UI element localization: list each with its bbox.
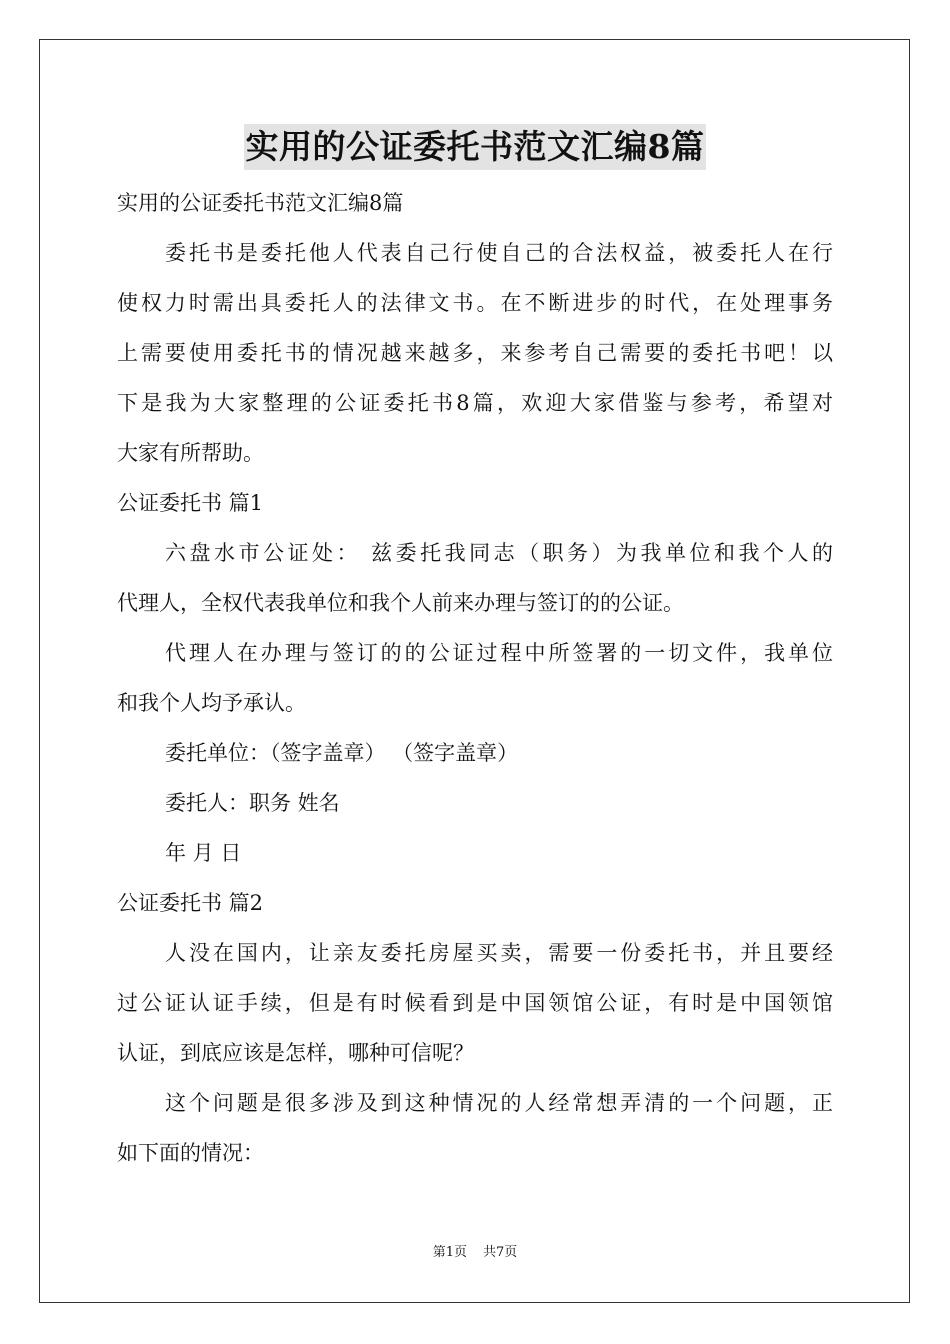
paragraph-line: 代理人，全权代表我单位和我个人前来办理与签订的的公证。: [117, 591, 684, 615]
document-body: [117, 178, 833, 1178]
paragraph-line: 代理人在办理与签订的的公证过程中所签署的一切文件，我单位: [165, 641, 833, 665]
document-title: 实用的公证委托书范文汇编8篇: [244, 124, 707, 170]
paragraph-line: 六盘水市公证处： 兹委托我同志（职务）为我单位和我个人的: [165, 541, 833, 565]
page-footer: [0, 1244, 950, 1262]
paragraph-line: 上需要使用委托书的情况越来越多，来参考自己需要的委托书吧！以: [117, 341, 833, 365]
paragraph-line: 下是我为大家整理的公证委托书8篇，欢迎大家借鉴与参考，希望对: [117, 391, 833, 415]
paragraph-line: 人没在国内，让亲友委托房屋买卖，需要一份委托书，并且要经: [165, 941, 833, 965]
paragraph-line: 委托人：职务 姓名: [165, 791, 340, 815]
paragraph-line: 这个问题是很多涉及到这种情况的人经常想弄清的一个问题，正: [165, 1091, 833, 1115]
paragraph-line: 委托书是委托他人代表自己行使自己的合法权益，被委托人在行: [165, 241, 833, 265]
paragraph-line: 使权力时需出具委托人的法律文书。在不断进步的时代，在处理事务: [117, 291, 833, 315]
paragraph-line: 委托单位：（签字盖章） （签字盖章）: [165, 741, 519, 765]
section-heading: 公证委托书 篇1: [117, 491, 264, 515]
paragraph-line: 年 月 日: [165, 841, 242, 865]
paragraph-line: 和我个人均予承认。: [117, 691, 306, 715]
paragraph-line: 过公证认证手续，但是有时候看到是中国领馆公证，有时是中国领馆: [117, 991, 833, 1015]
page-number-total: 共7页: [483, 1245, 518, 1260]
subtitle-line: 实用的公证委托书范文汇编8篇: [117, 191, 404, 215]
title-container: [0, 124, 950, 170]
paragraph-line: 认证，到底应该是怎样，哪种可信呢？: [117, 1041, 474, 1065]
paragraph-line: 大家有所帮助。: [117, 441, 264, 465]
page-number-current: 第1页: [432, 1245, 467, 1260]
section-heading: 公证委托书 篇2: [117, 891, 264, 915]
paragraph-line: 如下面的情况：: [117, 1141, 264, 1165]
